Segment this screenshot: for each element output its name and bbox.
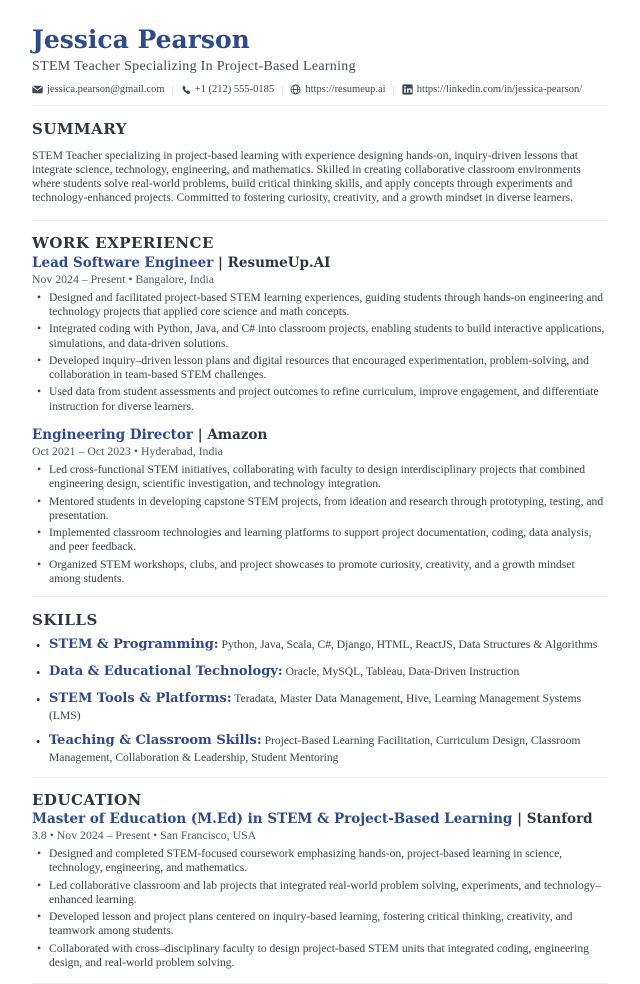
bullet-item: • Developed lesson and project plans centered on inquiry-based learning, fostering critical thinking, creativity, and teamwork among students. (32, 910, 608, 939)
person-name: Jessica Pearson (32, 25, 250, 54)
contact-email-text: jessica.pearson@gmail.com (47, 84, 165, 95)
bullet-item: • Collaborated with cross–disciplinary faculty to design project-based STEM units that integrated coding, engineering design, and real-world problem solving. (32, 942, 608, 971)
section-divider (32, 596, 608, 597)
contact-item-email[interactable] (32, 84, 165, 95)
section-divider (32, 777, 608, 778)
job-bullets (32, 463, 608, 586)
summary-heading: SUMMARY (32, 119, 127, 138)
section-skills (32, 611, 608, 765)
skills-list (32, 637, 608, 765)
bullet-item: • Mentored students in developing capstone STEM projects, from ideation and research through prototyping, testing, and presentation. (32, 495, 608, 524)
skill-value: Python, Java, Scala, C#, Django, HTML, ReactJS, Data Structures & Algorithms (221, 638, 598, 652)
email-icon (32, 84, 43, 95)
degree-school: Stanford (526, 810, 593, 827)
phone-icon (181, 85, 191, 95)
bullet-item: • Integrated coding with Python, Java, and C# into classroom projects, enabling students to build interactive applications, simulations, and data-driven solutions. (32, 322, 608, 351)
contact-website-text: https://resumeup.ai (305, 84, 386, 95)
contact-separator: | (281, 83, 284, 96)
degree-title: Master of Education (M.Ed) in STEM & Project-Based Learning (32, 810, 513, 827)
education-heading: EDUCATION (32, 790, 142, 809)
skill-item (32, 733, 608, 765)
job-title: Engineering Director (32, 426, 193, 443)
degree-title-line (32, 811, 608, 829)
job-meta: Oct 2021 – Oct 2023 • Hyderabad, India (32, 444, 223, 459)
skill-item (32, 637, 608, 654)
skill-value: Project-Based Learning Facilitation, Curriculum Design, Classroom Management, Collaboration & Leadership, Student Mentoring (49, 733, 581, 764)
bullet-item: • Used data from student assessments and project outcomes to refine curriculum, improve engagement, and differentiate instruction for diverse learners. (32, 385, 608, 414)
section-summary (32, 120, 608, 206)
job-entry (32, 427, 608, 586)
contact-separator: | (171, 83, 174, 96)
skill-item (32, 664, 608, 681)
job-bullets (32, 291, 608, 414)
job-meta: Nov 2024 – Present • Bangalore, India (32, 272, 215, 287)
bullet-item: • Designed and facilitated project-based STEM learning experiences, guiding students through hands-on engineering and technology projects that applied core science and math concepts. (32, 291, 608, 320)
job-entry (32, 255, 608, 414)
globe-icon (290, 84, 301, 95)
job-title: Lead Software Engineer (32, 254, 214, 271)
education-meta: 3.8 • Nov 2024 – Present • San Francisco, USA (32, 828, 257, 843)
bullet-item: • Developed inquiry–driven lesson plans and digital resources that encouraged experimentation, problem-solving, and collaboration in team-based STEM challenges. (32, 354, 608, 383)
bullet-item: • Designed and completed STEM-focused coursework emphasizing hands-on, project-based learning in science, technology, engineering, and mathematics. (32, 847, 608, 876)
person-title: STEM Teacher Specializing In Project-Based Learning (32, 59, 356, 74)
job-title-line (32, 255, 608, 273)
bullet-item: • Implemented classroom technologies and learning platforms to support project documentation, coding, data analysis, and peer feedback. (32, 526, 608, 555)
job-company: Amazon (207, 426, 268, 443)
degree-separator: | (517, 810, 522, 827)
summary-text: STEM Teacher specializing in project-based learning with experience designing hands-on, inquiry-driven lessons that integrate science, technology, engineering, and mathematics. Skilled in creating collaborative classroom environments where students solve real-world problems, build critical thinking skills, and apply concepts through experiments and technology-enhanced projects. Committed to fostering curiosity, creativity, and a growth mindset in diverse learners. (32, 148, 581, 205)
contact-separator: | (392, 83, 395, 96)
skill-label: Teaching & Classroom Skills: (49, 732, 262, 748)
job-separator: | (218, 254, 223, 271)
education-bullets (32, 847, 608, 970)
experience-heading: WORK EXPERIENCE (32, 233, 214, 252)
skill-item (32, 691, 608, 723)
contact-item-website[interactable] (290, 84, 385, 95)
linkedin-icon (402, 84, 413, 95)
bullet-item: • Led collaborative classroom and lab projects that integrated real-world problem solving, experiments, and technology–enhanced learning. (32, 879, 608, 908)
job-title-line (32, 427, 608, 445)
skill-label: STEM & Programming: (49, 637, 219, 653)
contact-item-phone[interactable] (181, 84, 274, 95)
skill-value: Oracle, MySQL, Tableau, Data-Driven Instruction (285, 664, 520, 678)
contact-item-linkedin[interactable] (402, 84, 582, 95)
skills-heading: SKILLS (32, 611, 98, 630)
job-company: ResumeUp.AI (227, 254, 331, 271)
contact-phone-text: +1 (212) 555-0185 (194, 84, 275, 95)
section-education (32, 791, 608, 970)
skill-label: STEM Tools & Platforms: (49, 690, 232, 706)
skill-value: Teradata, Master Data Management, Hive, Learning Management Systems (LMS) (49, 691, 582, 722)
bullet-item: • Organized STEM workshops, clubs, and project showcases to promote curiosity, creativity, and a growth mindset among students. (32, 558, 608, 587)
section-divider (32, 105, 608, 106)
contact-bar (32, 84, 608, 96)
section-divider (32, 220, 608, 221)
resume-header (32, 26, 608, 96)
job-separator: | (197, 426, 203, 443)
bullet-item: • Led cross-functional STEM initiatives, collaborating with faculty to design interdisciplinary projects that combined engineering design, scientific investigation, and technology integration. (32, 463, 608, 492)
section-experience (32, 234, 608, 587)
contact-linkedin-text: https://linkedin.com/in/jessica-pearson/ (416, 84, 583, 95)
skill-label: Data & Educational Technology: (49, 663, 283, 679)
